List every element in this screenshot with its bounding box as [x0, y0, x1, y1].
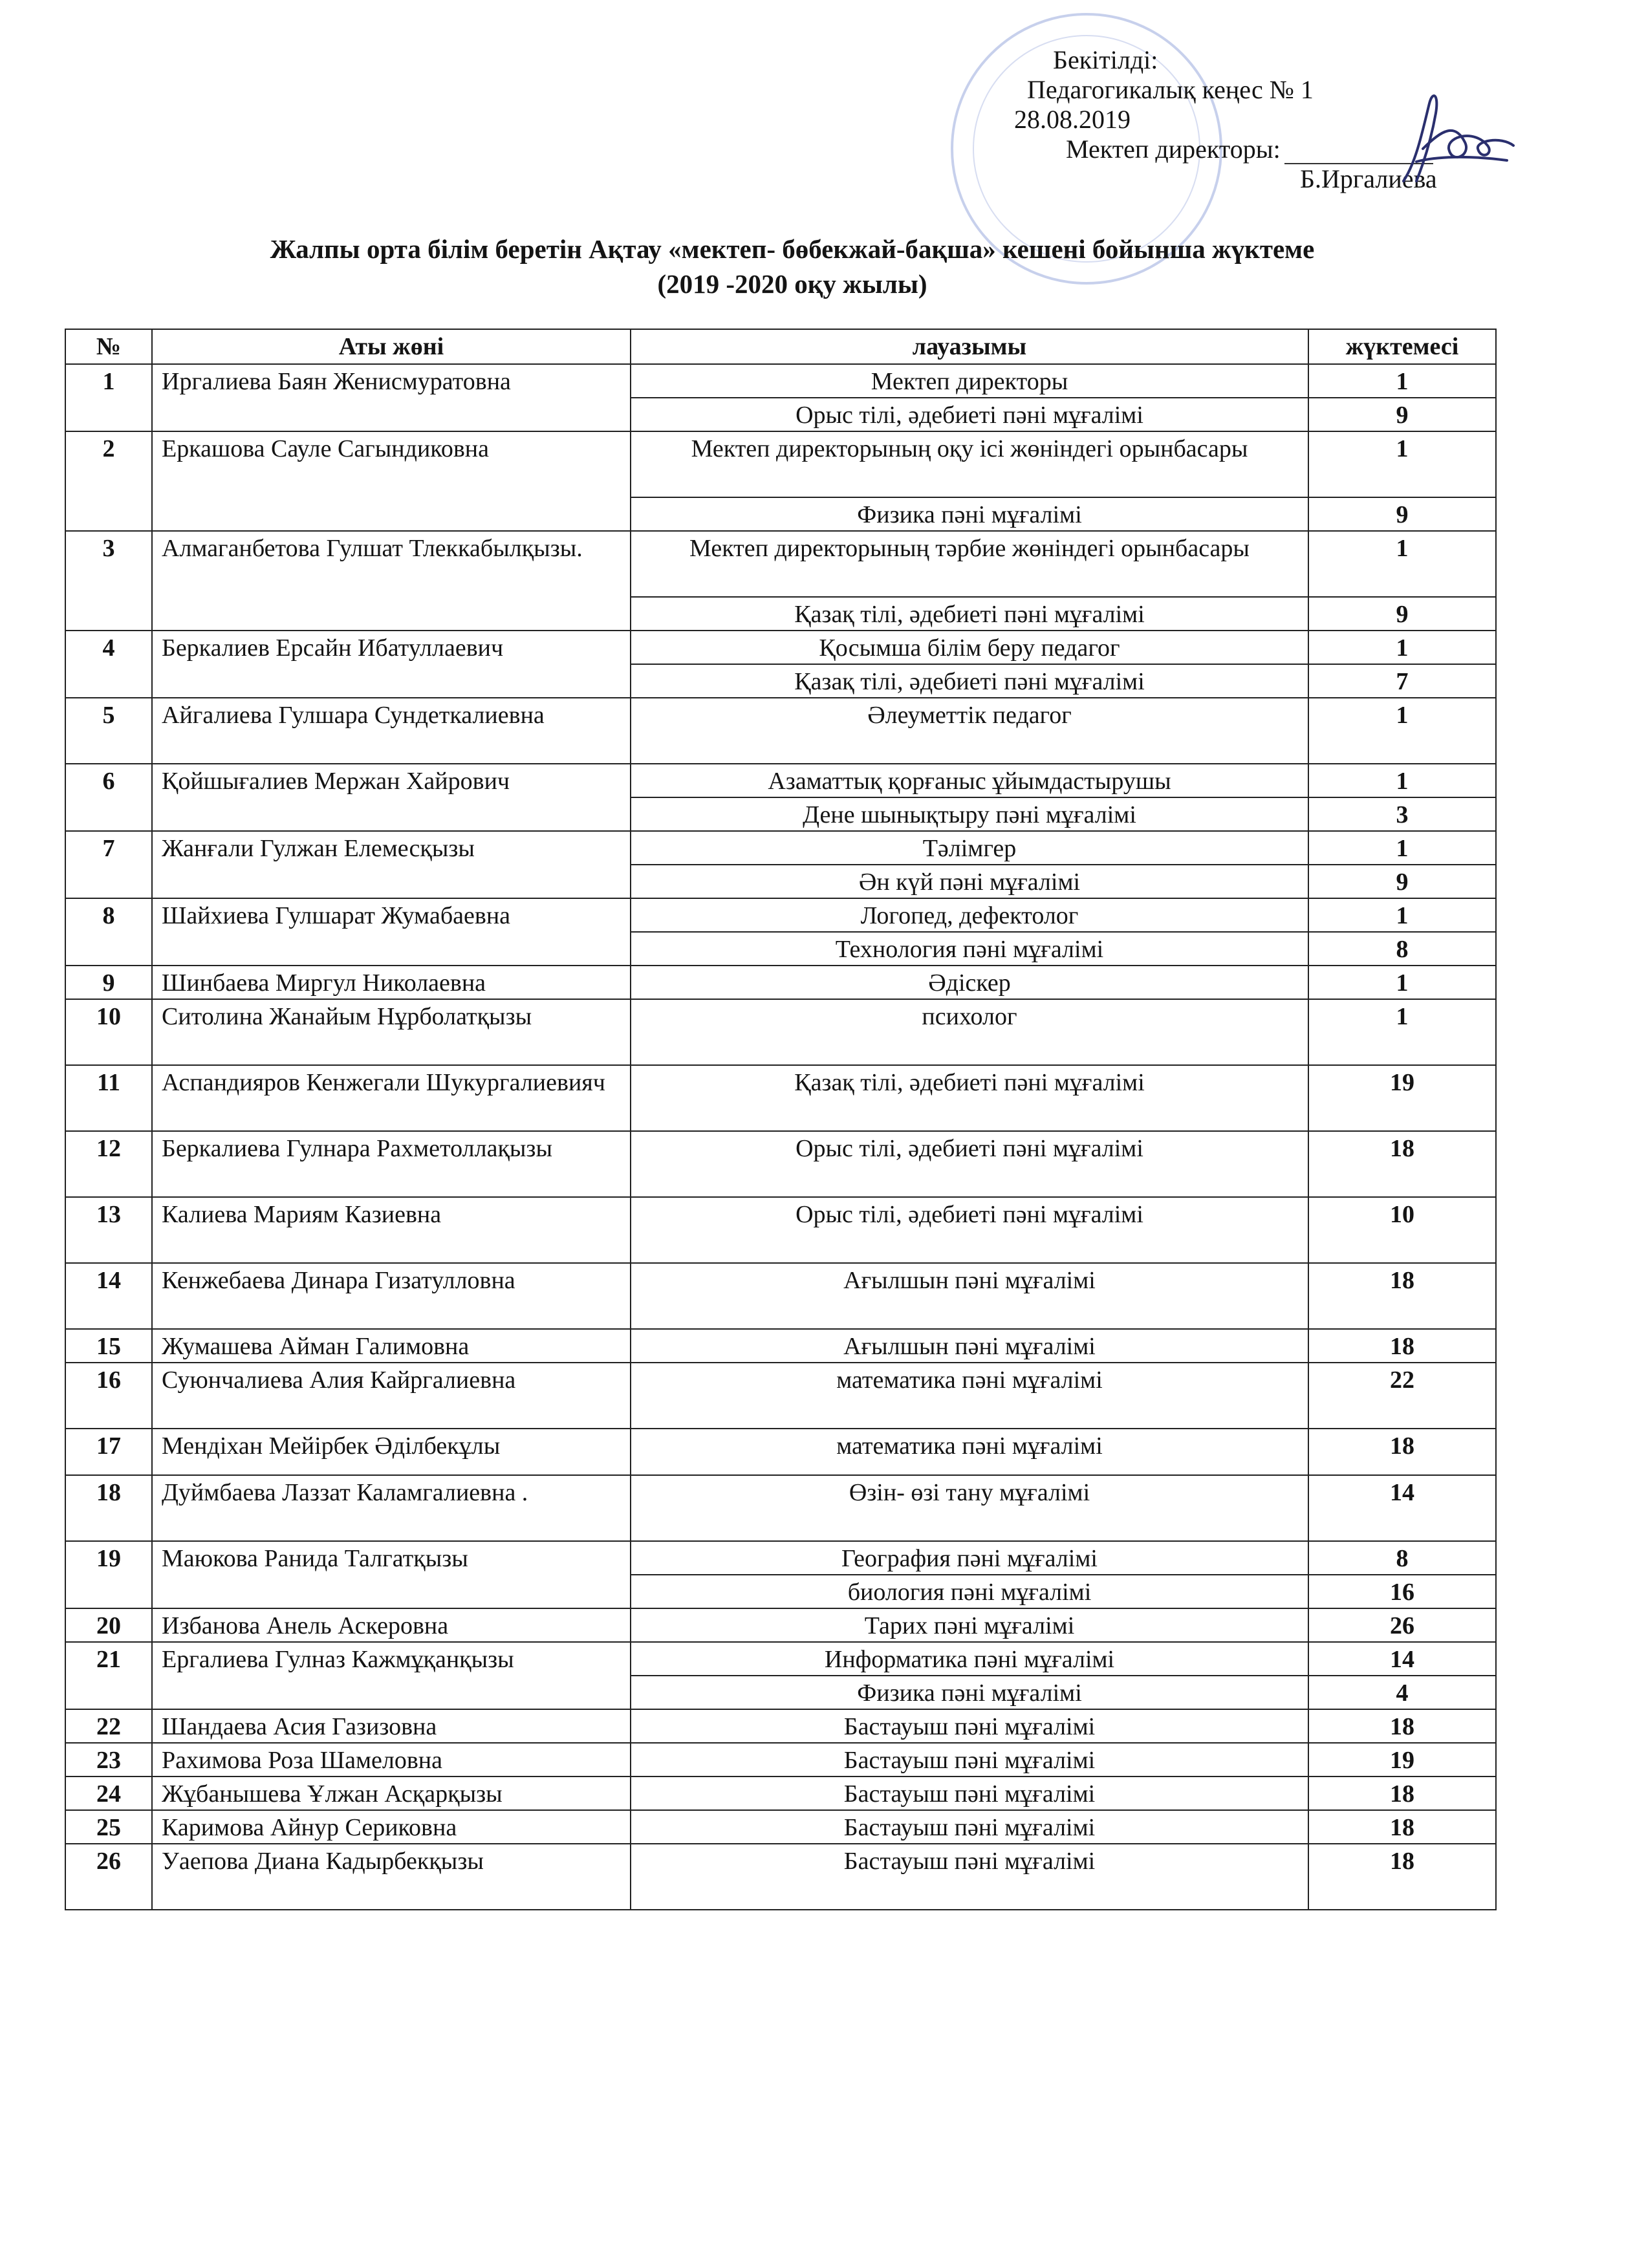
row-number: 11 [65, 1065, 152, 1131]
workload-hours: 19 [1308, 1065, 1496, 1131]
position-title: Ән күй пәні мұғалімі [631, 865, 1308, 898]
workload-hours: 18 [1308, 1263, 1496, 1329]
employee-name: Рахимова Роза Шамеловна [152, 1743, 631, 1777]
workload-hours: 18 [1308, 1429, 1496, 1475]
table-row [65, 1197, 1496, 1263]
table-row [65, 431, 1496, 497]
workload-hours: 1 [1308, 898, 1496, 932]
workload-hours: 1 [1308, 764, 1496, 797]
workload-hours: 9 [1308, 597, 1496, 631]
row-number: 9 [65, 966, 152, 999]
position-title: Логопед, дефектолог [631, 898, 1308, 932]
table-row [65, 1263, 1496, 1329]
employee-name: Шандаева Асия Газизовна [152, 1709, 631, 1743]
position-title: Әдіскер [631, 966, 1308, 999]
employee-name: Избанова Анель Аскеровна [152, 1608, 631, 1642]
employee-name: Шинбаева Миргул Николаевна [152, 966, 631, 999]
table-row [65, 1777, 1496, 1810]
position-title: Әлеуметтік педагог [631, 698, 1308, 764]
title-line-1: Жалпы орта білім беретін Ақтау «мектеп- бөбекжай-бақша» кешені бойынша жүктеме [270, 234, 1315, 264]
workload-hours: 1 [1308, 631, 1496, 664]
workload-hours: 14 [1308, 1475, 1496, 1541]
employee-name: Калиева Мариям Казиевна [152, 1197, 631, 1263]
header-position: лауазымы [631, 329, 1308, 364]
table-row [65, 364, 1496, 398]
workload-hours: 1 [1308, 966, 1496, 999]
table-row [65, 831, 1496, 865]
employee-name: Ситолина Жанайым Нұрболатқызы [152, 999, 631, 1065]
workload-hours: 18 [1308, 1777, 1496, 1810]
table-header-row [65, 329, 1496, 364]
position-title: психолог [631, 999, 1308, 1065]
position-title: Физика пәні мұғалімі [631, 497, 1308, 531]
position-title: Бастауыш пәні мұғалімі [631, 1709, 1308, 1743]
employee-name: Иргалиева Баян Женисмуратовна [152, 364, 631, 431]
position-title: биология пәні мұғалімі [631, 1575, 1308, 1608]
director-label: Мектеп директоры: [1066, 135, 1281, 164]
workload-hours: 8 [1308, 932, 1496, 966]
row-number: 13 [65, 1197, 152, 1263]
employee-name: Мендіхан Мейірбек Әділбекұлы [152, 1429, 631, 1475]
workload-hours: 7 [1308, 664, 1496, 698]
document-title [65, 232, 1520, 301]
row-number: 7 [65, 831, 152, 898]
workload-hours: 9 [1308, 865, 1496, 898]
council-label: Педагогикалық кеңес № 1 [1027, 75, 1314, 104]
employee-name: Ергалиева Гулназ Кажмұқанқызы [152, 1642, 631, 1709]
position-title: Мектеп директорының оқу ісі жөніндегі орынбасары [631, 431, 1308, 497]
row-number: 22 [65, 1709, 152, 1743]
position-title: Орыс тілі, әдебиеті пәні мұғалімі [631, 1197, 1308, 1263]
title-line-2: (2019 -2020 оқу жылы) [657, 269, 927, 299]
employee-name: Дуймбаева Лаззат Каламгалиевна . [152, 1475, 631, 1541]
table-row [65, 1541, 1496, 1575]
workload-hours: 18 [1308, 1131, 1496, 1197]
table-row [65, 631, 1496, 664]
position-title: Орыс тілі, әдебиеті пәні мұғалімі [631, 1131, 1308, 1197]
employee-name: Айгалиева Гулшара Сундеткалиевна [152, 698, 631, 764]
row-number: 5 [65, 698, 152, 764]
position-title: Бастауыш пәні мұғалімі [631, 1810, 1308, 1844]
employee-name: Кенжебаева Динара Гизатулловна [152, 1263, 631, 1329]
row-number: 19 [65, 1541, 152, 1608]
row-number: 18 [65, 1475, 152, 1541]
table-row [65, 898, 1496, 932]
employee-name: Шайхиева Гулшарат Жумабаевна [152, 898, 631, 966]
row-number: 1 [65, 364, 152, 431]
employee-name: Жумашева Айман Галимовна [152, 1329, 631, 1363]
header-workload: жүктемесі [1308, 329, 1496, 364]
workload-hours: 1 [1308, 999, 1496, 1065]
position-title: Тарих пәні мұғалімі [631, 1608, 1308, 1642]
header-name: Аты жөні [152, 329, 631, 364]
row-number: 4 [65, 631, 152, 698]
table-row [65, 1608, 1496, 1642]
position-title: Физика пәні мұғалімі [631, 1676, 1308, 1709]
employee-name: Уаепова Диана Кадырбекқызы [152, 1844, 631, 1910]
position-title: математика пәні мұғалімі [631, 1363, 1308, 1429]
position-title: Қазақ тілі, әдебиеті пәні мұғалімі [631, 664, 1308, 698]
row-number: 6 [65, 764, 152, 831]
row-number: 10 [65, 999, 152, 1065]
position-title: Технология пәні мұғалімі [631, 932, 1308, 966]
employee-name: Жанғали Гулжан Елемесқызы [152, 831, 631, 898]
table-row [65, 698, 1496, 764]
header-number: № [65, 329, 152, 364]
table-row [65, 531, 1496, 597]
position-title: Мектеп директорының тәрбие жөніндегі орынбасары [631, 531, 1308, 597]
row-number: 17 [65, 1429, 152, 1475]
workload-hours: 1 [1308, 831, 1496, 865]
position-title: Қазақ тілі, әдебиеті пәні мұғалімі [631, 1065, 1308, 1131]
position-title: Қазақ тілі, әдебиеті пәні мұғалімі [631, 597, 1308, 631]
row-number: 26 [65, 1844, 152, 1910]
table-row [65, 1475, 1496, 1541]
employee-name: Беркалиева Гулнара Рахметоллақызы [152, 1131, 631, 1197]
employee-name: Каримова Айнур Сериковна [152, 1810, 631, 1844]
workload-hours: 1 [1308, 431, 1496, 497]
employee-name: Қойшығалиев Мержан Хайрович [152, 764, 631, 831]
workload-hours: 26 [1308, 1608, 1496, 1642]
position-title: Орыс тілі, әдебиеті пәні мұғалімі [631, 398, 1308, 431]
position-title: Информатика пәні мұғалімі [631, 1642, 1308, 1676]
row-number: 2 [65, 431, 152, 531]
workload-hours: 4 [1308, 1676, 1496, 1709]
table-row [65, 764, 1496, 797]
row-number: 14 [65, 1263, 152, 1329]
employee-name: Беркалиев Ерсайн Ибатуллаевич [152, 631, 631, 698]
workload-hours: 22 [1308, 1363, 1496, 1429]
workload-hours: 18 [1308, 1844, 1496, 1910]
director-signature [1378, 84, 1526, 188]
row-number: 21 [65, 1642, 152, 1709]
table-row [65, 966, 1496, 999]
workload-hours: 8 [1308, 1541, 1496, 1575]
table-row [65, 1131, 1496, 1197]
table-row [65, 1810, 1496, 1844]
workload-hours: 16 [1308, 1575, 1496, 1608]
position-title: Бастауыш пәні мұғалімі [631, 1743, 1308, 1777]
table-row [65, 1743, 1496, 1777]
employee-name: Маюкова Ранида Талгатқызы [152, 1541, 631, 1608]
position-title: Қосымша білім беру педагог [631, 631, 1308, 664]
row-number: 12 [65, 1131, 152, 1197]
employee-name: Еркашова Сауле Сагындиковна [152, 431, 631, 531]
row-number: 25 [65, 1810, 152, 1844]
workload-hours: 14 [1308, 1642, 1496, 1676]
row-number: 20 [65, 1608, 152, 1642]
position-title: математика пәні мұғалімі [631, 1429, 1308, 1475]
position-title: Тәлімгер [631, 831, 1308, 865]
row-number: 3 [65, 531, 152, 631]
workload-hours: 1 [1308, 531, 1496, 597]
workload-hours: 9 [1308, 497, 1496, 531]
workload-hours: 18 [1308, 1810, 1496, 1844]
workload-table [65, 329, 1497, 1910]
table-row [65, 1429, 1496, 1475]
employee-name: Аспандияров Кенжегали Шукургалиевияч [152, 1065, 631, 1131]
employee-name: Жұбанышева Ұлжан Асқарқызы [152, 1777, 631, 1810]
workload-hours: 18 [1308, 1709, 1496, 1743]
position-title: Бастауыш пәні мұғалімі [631, 1844, 1308, 1910]
workload-hours: 1 [1308, 364, 1496, 398]
workload-hours: 19 [1308, 1743, 1496, 1777]
table-row [65, 1642, 1496, 1676]
row-number: 16 [65, 1363, 152, 1429]
workload-hours: 18 [1308, 1329, 1496, 1363]
table-row [65, 1709, 1496, 1743]
row-number: 24 [65, 1777, 152, 1810]
row-number: 23 [65, 1743, 152, 1777]
approved-label: Бекітілді: [1053, 45, 1158, 74]
row-number: 8 [65, 898, 152, 966]
table-row [65, 999, 1496, 1065]
workload-hours: 1 [1308, 698, 1496, 764]
table-row [65, 1329, 1496, 1363]
position-title: Өзін- өзі тану мұғалімі [631, 1475, 1308, 1541]
table-row [65, 1363, 1496, 1429]
workload-hours: 9 [1308, 398, 1496, 431]
workload-hours: 10 [1308, 1197, 1496, 1263]
workload-hours: 3 [1308, 797, 1496, 831]
position-title: Ағылшын пәні мұғалімі [631, 1329, 1308, 1363]
employee-name: Суюнчалиева Алия Кайргалиевна [152, 1363, 631, 1429]
position-title: Мектеп директоры [631, 364, 1308, 398]
employee-name: Алмаганбетова Гулшат Тлеккабылқызы. [152, 531, 631, 631]
position-title: Ағылшын пәні мұғалімі [631, 1263, 1308, 1329]
position-title: Бастауыш пәні мұғалімі [631, 1777, 1308, 1810]
row-number: 15 [65, 1329, 152, 1363]
approval-date: 28.08.2019 [1014, 105, 1131, 134]
table-row [65, 1844, 1496, 1910]
table-body [65, 364, 1496, 1910]
director-name: Б.Иргалиева [1300, 164, 1437, 193]
position-title: Дене шынықтыру пәні мұғалімі [631, 797, 1308, 831]
table-row [65, 1065, 1496, 1131]
position-title: Азаматтық қорғаныс ұйымдастырушы [631, 764, 1308, 797]
position-title: География пәні мұғалімі [631, 1541, 1308, 1575]
